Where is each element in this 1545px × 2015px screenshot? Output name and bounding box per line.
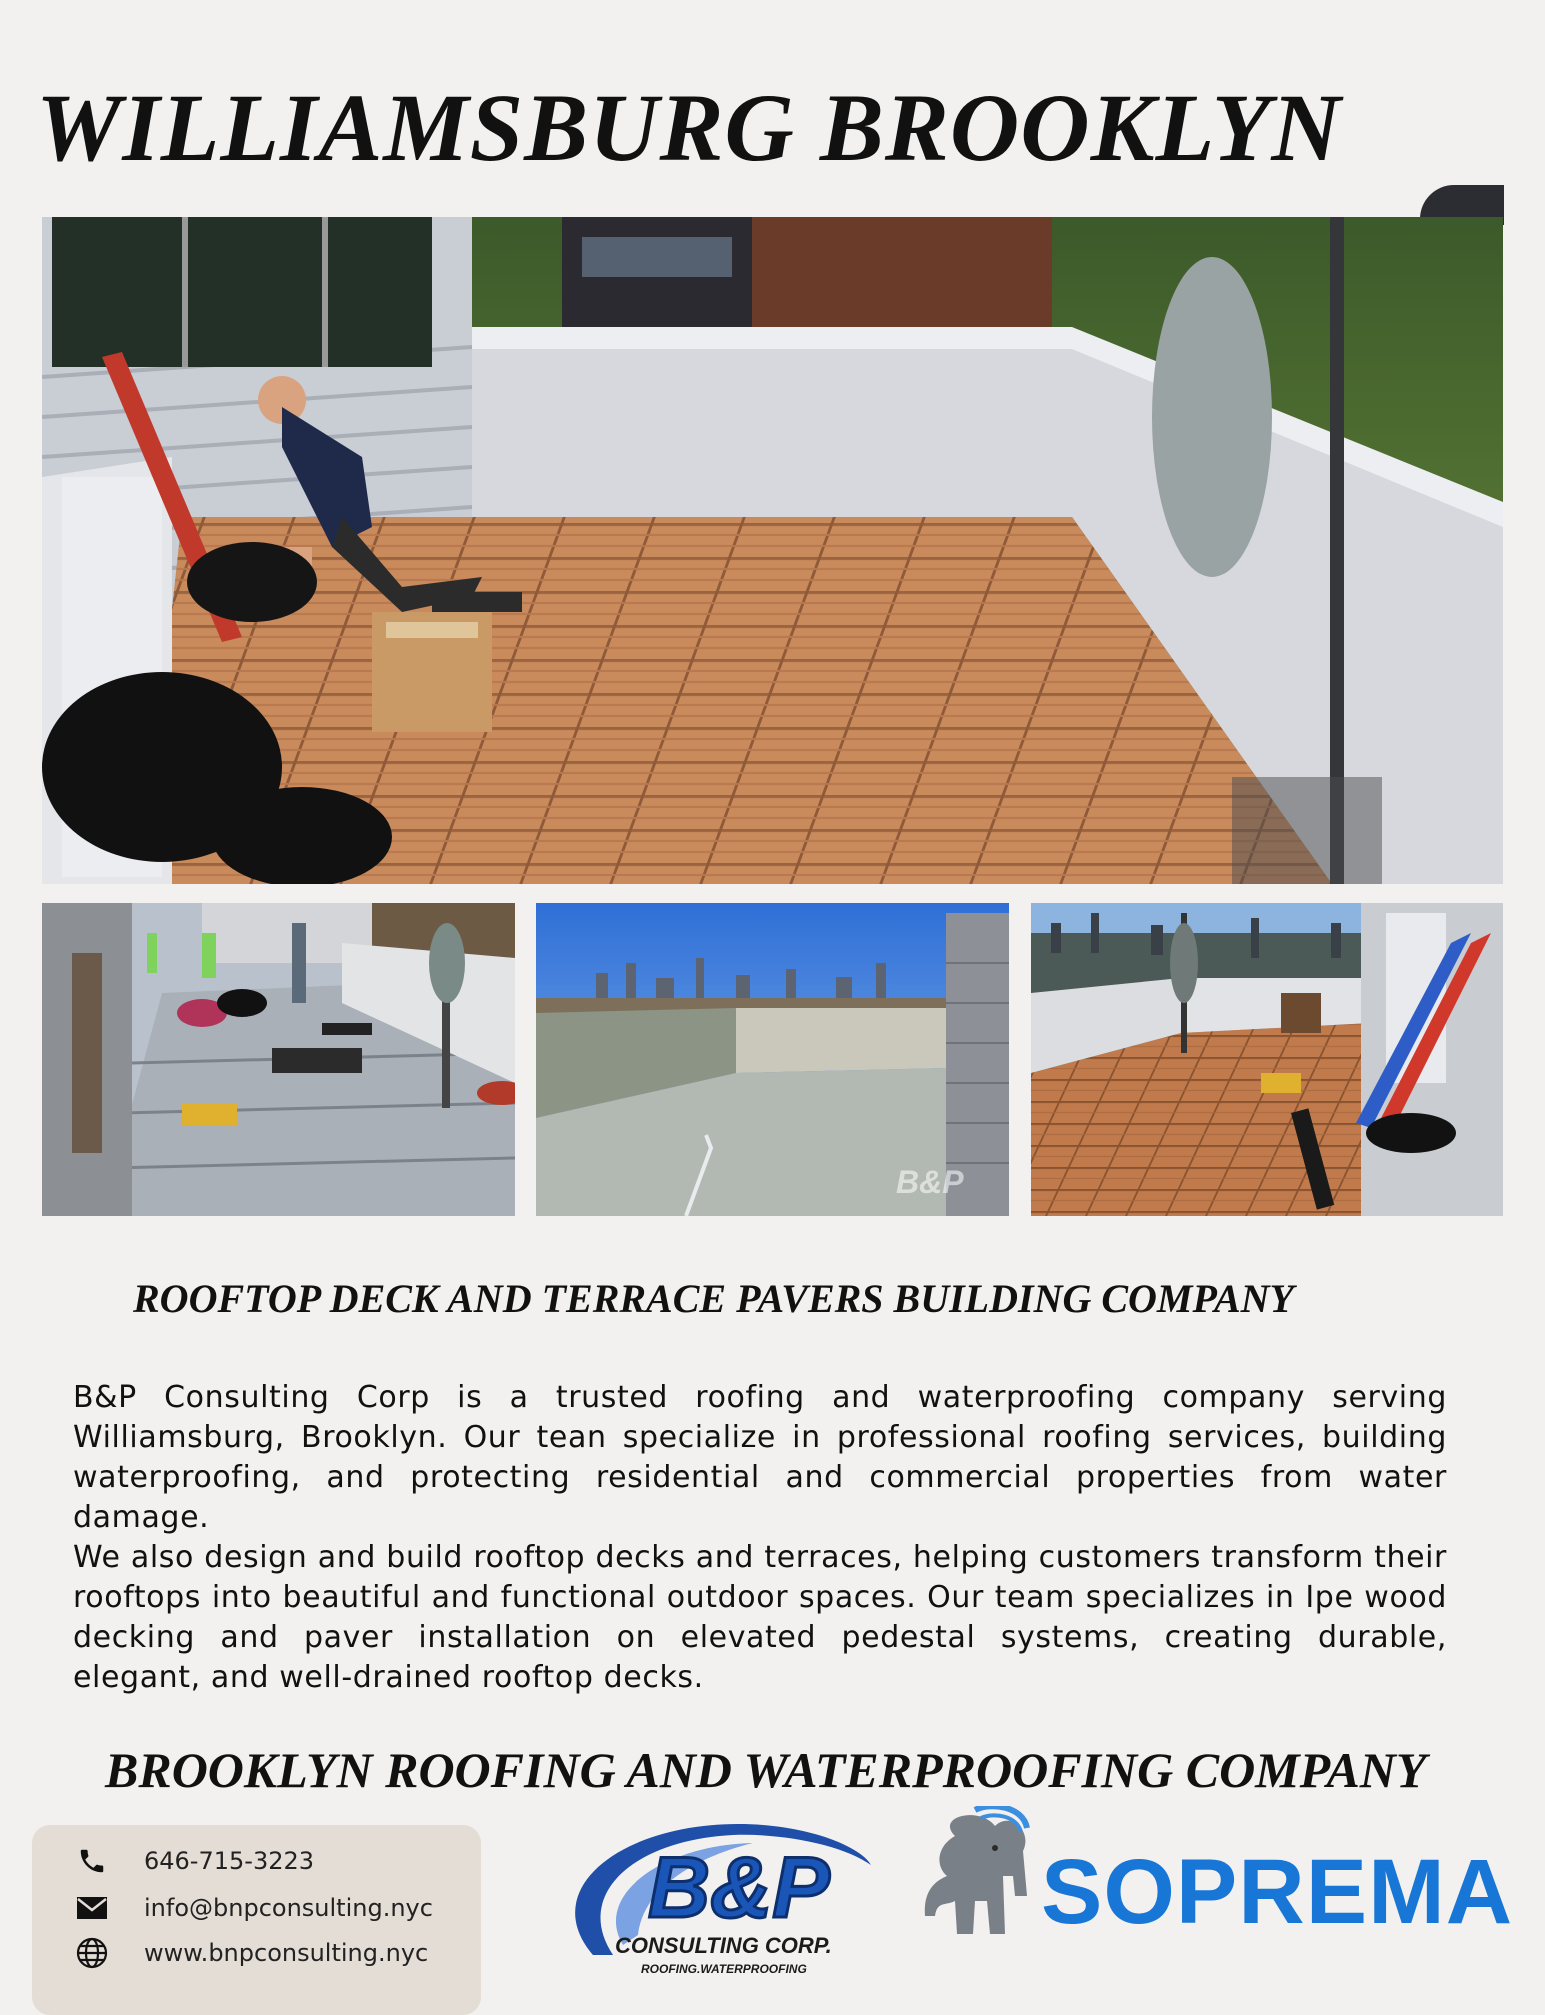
- photo-watermark: B&P: [896, 1164, 964, 1200]
- globe-icon: [74, 1935, 110, 1971]
- phone-icon: [74, 1843, 110, 1879]
- bp-logo-name: CONSULTING CORP.: [615, 1933, 832, 1958]
- section-subheading: ROOFTOP DECK AND TERRACE PAVERS BUILDING COMPANY: [133, 1276, 1294, 1321]
- company-description: [73, 1378, 1447, 1698]
- page-title: WILLIAMSBURG BROOKLYN: [36, 74, 1342, 181]
- elephant-icon: [915, 1806, 1035, 1946]
- description-paragraph: We also design and build rooftop decks and terraces, helping customers transform their rooftops into beautiful and functional outdoor spaces. Our team specializes in Ipe wood decking and paver installation on elevated pedestal systems, creating durable, elegant, and well-drained rooftop decks.: [73, 1540, 1447, 1695]
- contact-phone[interactable]: 646-715-3223: [144, 1847, 315, 1875]
- thumbnail-photo-wood-deck: [1031, 903, 1503, 1216]
- hero-photo: [42, 217, 1503, 884]
- company-tagline: BROOKLYN ROOFING AND WATERPROOFING COMPANY: [105, 1742, 1427, 1798]
- bp-consulting-logo: [553, 1805, 883, 1985]
- description-paragraph: B&P Consulting Corp is a trusted roofing and waterproofing company serving Williamsburg, Brooklyn. Our tean specialize in professional roofing services, building waterproofing, and protecting residential and commercial properties from water damage.: [73, 1380, 1447, 1535]
- contact-card: [32, 1825, 481, 2015]
- contact-website[interactable]: www.bnpconsulting.nyc: [144, 1939, 429, 1967]
- soprema-logo: [915, 1806, 1514, 1966]
- contact-website-row[interactable]: [74, 1933, 428, 1973]
- thumbnail-photo-waterproofing-prep: [42, 903, 515, 1216]
- mail-icon: [74, 1890, 110, 1926]
- contact-email-row[interactable]: [74, 1888, 433, 1928]
- soprema-wordmark: SOPREMA: [1041, 1841, 1514, 1943]
- bp-logo-mark: B&P: [648, 1840, 830, 1936]
- contact-phone-row[interactable]: [74, 1841, 314, 1881]
- contact-email[interactable]: info@bnpconsulting.nyc: [144, 1894, 433, 1922]
- thumbnail-photo-finished-membrane: [536, 903, 1009, 1216]
- bp-logo-tagline: ROOFING.WATERPROOFING: [641, 1962, 807, 1976]
